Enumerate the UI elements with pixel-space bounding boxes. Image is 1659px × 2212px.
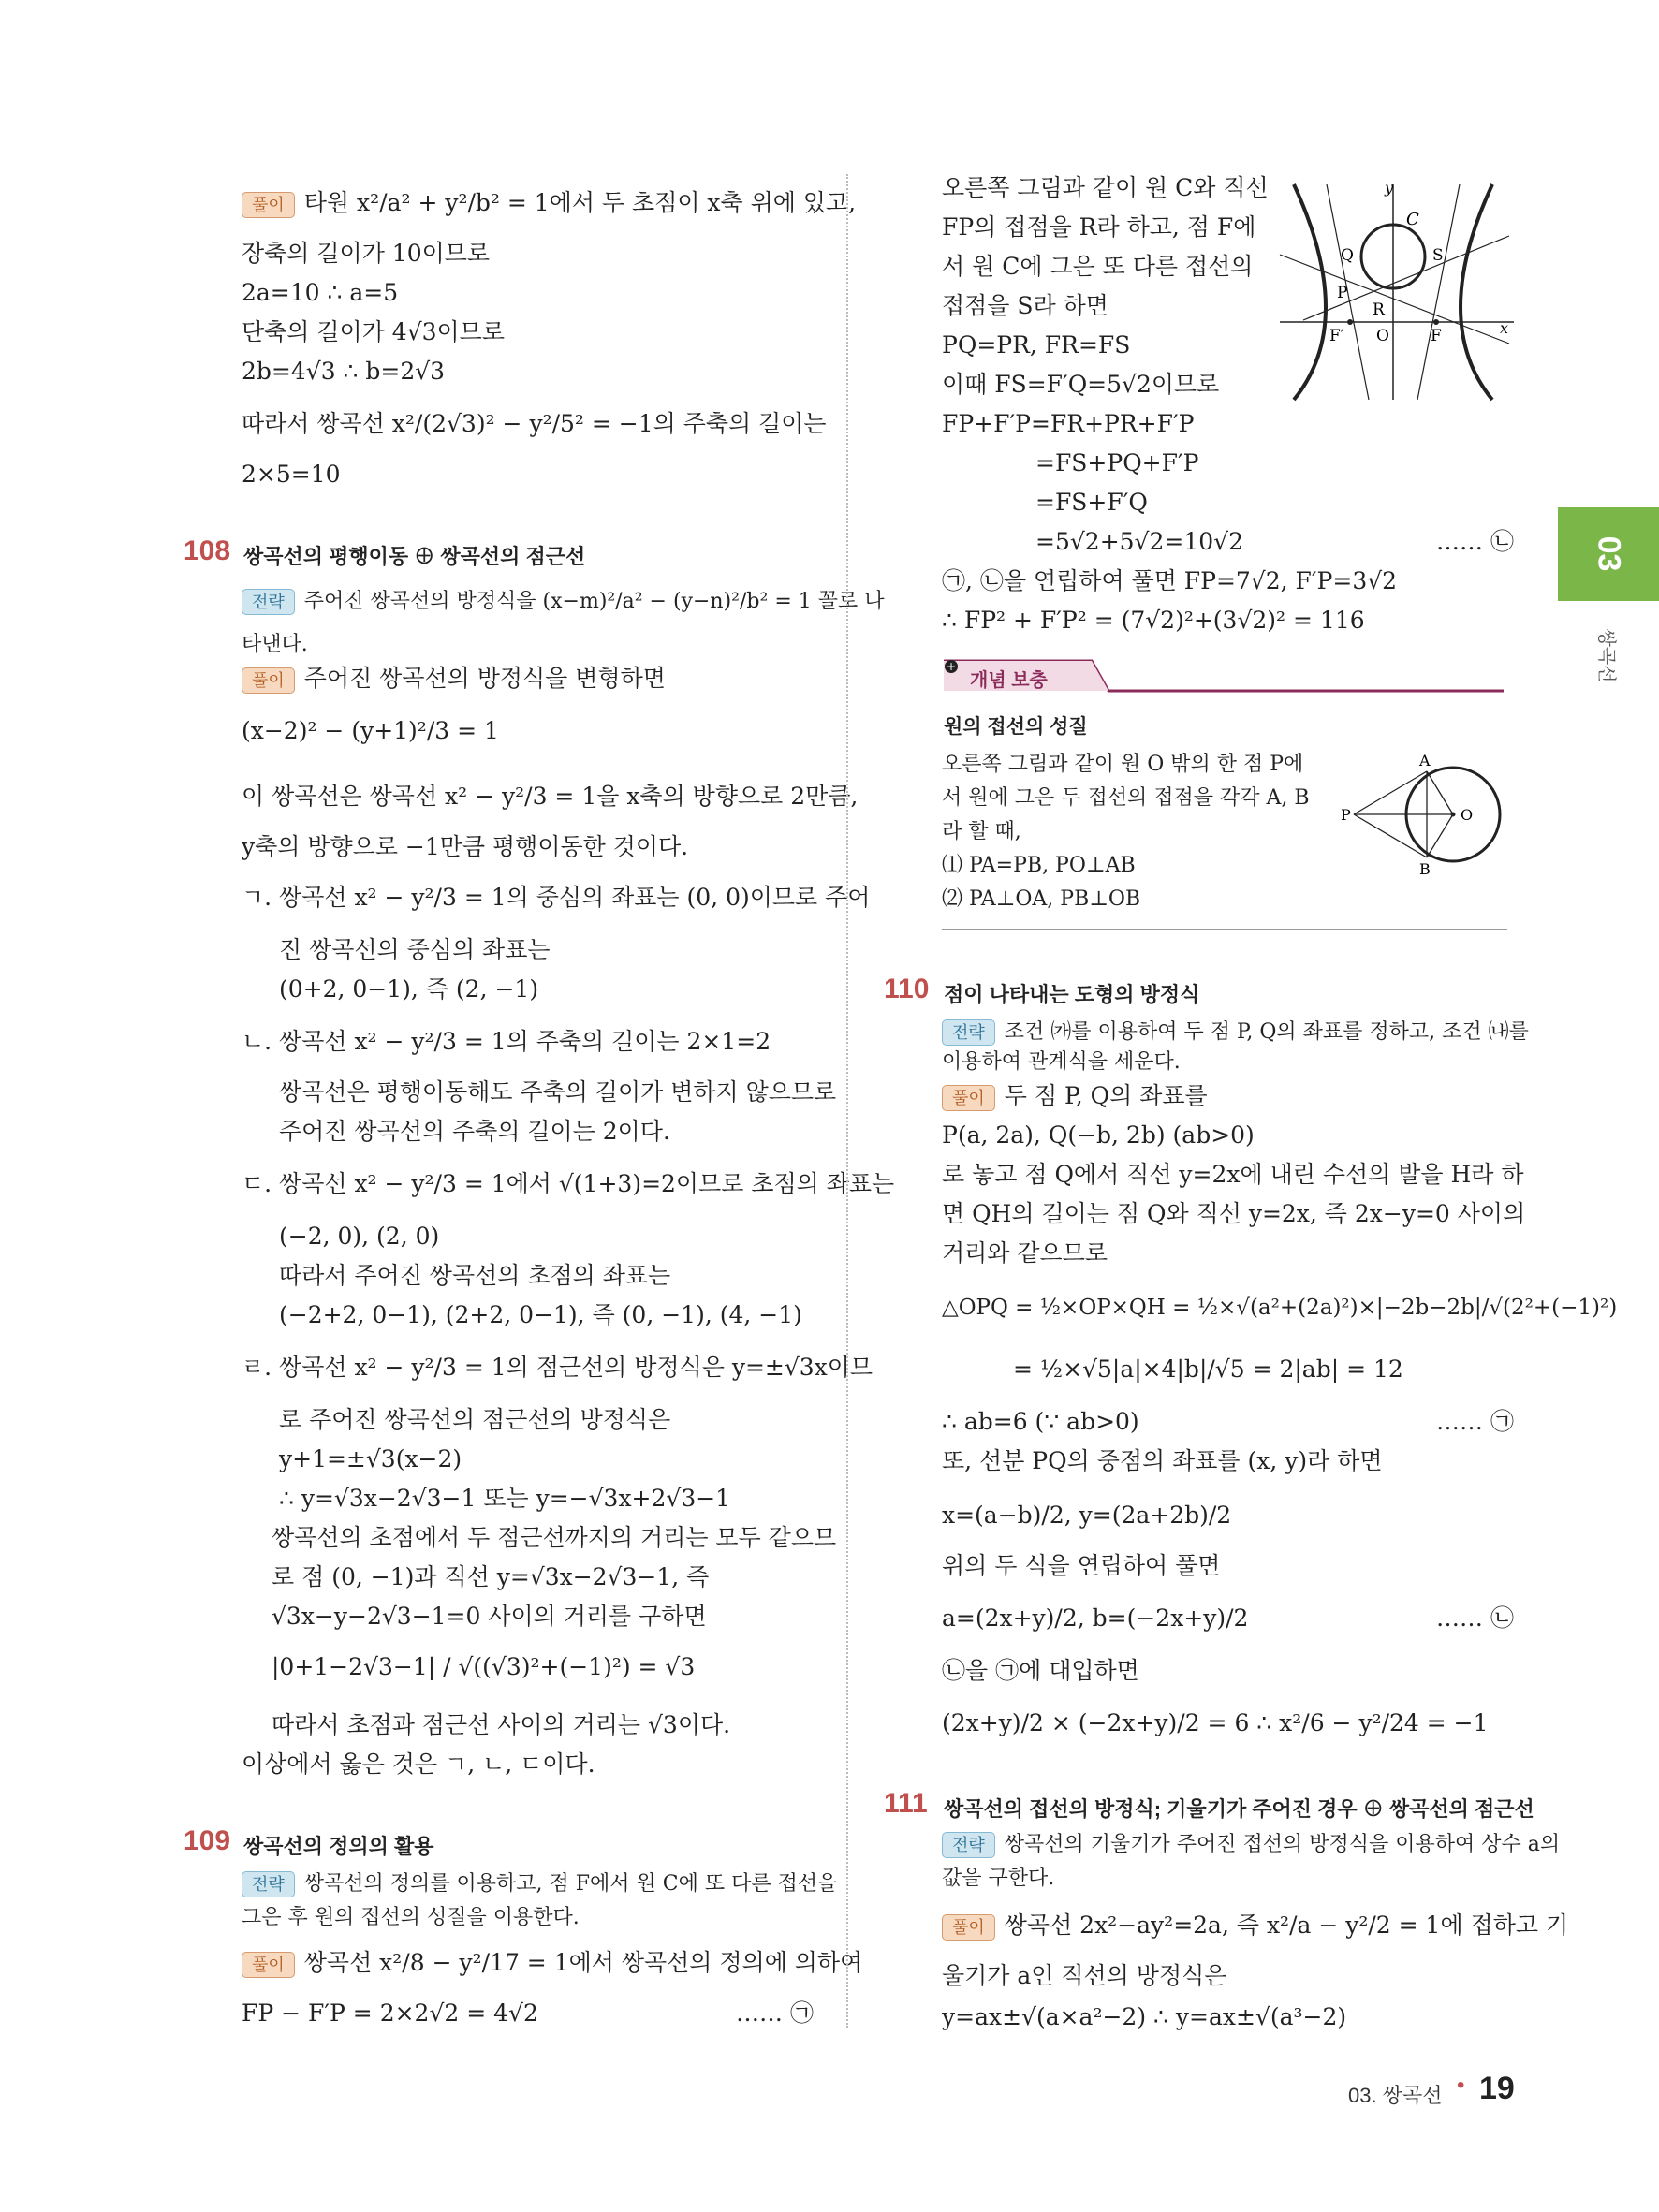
solution-108: 풀이 주어진 쌍곡선의 방정식을 변형하면 <box>242 663 666 695</box>
fig-label-F: F <box>1431 327 1442 345</box>
p110-line-5: = ½×√5|a|×4|b|/√5 = 2|ab| = 12 <box>1013 1355 1403 1383</box>
solution-109: 풀이 쌍곡선 x²/8 − y²/17 = 1에서 쌍곡선의 정의에 의하여 <box>242 1947 862 1979</box>
fig2-label-P: P <box>1341 806 1351 824</box>
strategy-111-cont: 값을 구한다. <box>942 1867 1055 1890</box>
right-line-11: ∴ FP² + F′P² = (7√2)²+(3√2)² = 116 <box>942 607 1365 634</box>
p110-line-0: P(a, 2a), Q(−b, 2b) (ab>0) <box>942 1121 1255 1149</box>
problem-title-108: 쌍곡선의 평행이동 ⊕ 쌍곡선의 점근선 <box>243 545 586 568</box>
p110-line-3: 거리와 같으므로 <box>942 1239 1108 1267</box>
p108-line-12: (−2+2, 0−1), (2+2, 0−1), 즉 (0, −1), (4, −1) <box>279 1301 802 1328</box>
strategy-110: 전략 조건 ㈎를 이용하여 두 점 P, Q의 좌표를 정하고, 조건 ㈏를 <box>942 1017 1529 1048</box>
solution-badge: 풀이 <box>242 1952 295 1978</box>
right-line-2: 서 원 C에 그은 또 다른 접선의 <box>942 253 1254 280</box>
fig-label-y: y <box>1385 180 1394 197</box>
p110-line-1: 로 놓고 점 Q에서 직선 y=2x에 내린 수선의 발을 H라 하 <box>942 1161 1524 1188</box>
concept-line-4: ⑵ PA⊥OA, PB⊥OB <box>942 887 1141 911</box>
p108-line-2: y축의 방향으로 −1만큼 평행이동한 것이다. <box>242 833 689 860</box>
left-intro-line-6: 2×5=10 <box>242 461 341 488</box>
p110-line-2: 면 QH의 길이는 점 Q와 직선 y=2x, 즉 2x−y=0 사이의 <box>942 1200 1526 1227</box>
p110-line-10: a=(2x+y)/2, b=(−2x+y)/2 <box>942 1604 1249 1632</box>
fig-label-C: C <box>1406 210 1419 229</box>
right-line-3: 접점을 S라 하면 <box>942 292 1108 319</box>
strategy-108-cont: 타낸다. <box>242 633 308 656</box>
concept-label: 개념 보충 <box>970 670 1048 691</box>
column-divider <box>846 174 848 2028</box>
p108-line-3: ㄱ. 쌍곡선 x² − y²/3 = 1의 중심의 좌표는 (0, 0)이므로 주어 <box>242 884 871 911</box>
footer-dot: • <box>1457 2073 1465 2098</box>
footer-chapter: 03. 쌍곡선 <box>1348 2084 1443 2107</box>
problem-number-111: 111 <box>884 1788 928 1819</box>
fig-label-Q: Q <box>1341 246 1354 265</box>
p108-line-13: ㄹ. 쌍곡선 x² − y²/3 = 1의 점근선의 방정식은 y=±√3x이므 <box>242 1354 874 1381</box>
concept-line-1: 서 원에 그은 두 접선의 접점을 각각 A, B <box>942 786 1310 810</box>
p108-line-9: ㄷ. 쌍곡선 x² − y²/3 = 1에서 √(1+3)=2이므로 초점의 좌표는 <box>242 1170 895 1197</box>
tangent-circle-figure <box>1333 749 1520 880</box>
left-intro-line-0: 풀이 타원 x²/a² + y²/b² = 1에서 두 초점이 x축 위에 있고, <box>242 187 856 219</box>
p109-last: FP − F′P = 2×2√2 = 4√2 <box>242 2000 538 2027</box>
fig-label-S: S <box>1432 246 1444 265</box>
p110-line-6: ∴ ab=6 (∵ ab>0) <box>942 1408 1139 1435</box>
p108-line-21: 따라서 초점과 점근선 사이의 거리는 √3이다. <box>272 1711 731 1738</box>
solution-badge: 풀이 <box>242 667 295 694</box>
problem-number-109: 109 <box>184 1825 231 1856</box>
problem-title-111: 쌍곡선의 접선의 방정식; 기울기가 주어진 경우 ⊕ 쌍곡선의 점근선 <box>944 1797 1534 1821</box>
fig-label-O: O <box>1376 327 1389 345</box>
solution-badge: 풀이 <box>942 1085 995 1111</box>
fig2-label-A: A <box>1419 752 1431 769</box>
solution-badge: 풀이 <box>942 1914 995 1941</box>
left-intro-line-5: 따라서 쌍곡선 x²/(2√3)² − y²/5² = −1의 주축의 길이는 <box>242 410 827 437</box>
p111-line-0: 울기가 a인 직선의 방정식은 <box>942 1962 1227 1989</box>
problem-title-109: 쌍곡선의 정의의 활용 <box>243 1835 434 1858</box>
chapter-side-tab-number: 03 <box>1591 535 1627 572</box>
page-number: 19 <box>1479 2071 1515 2106</box>
p108-line-10: (−2, 0), (2, 0) <box>279 1223 440 1250</box>
p108-line-17: 쌍곡선의 초점에서 두 점근선까지의 거리는 모두 같으므 <box>272 1524 837 1551</box>
left-intro-line-4: 2b=4√3 ∴ b=2√3 <box>242 358 446 385</box>
p110-mark-0: …… ㉠ <box>1436 1408 1514 1435</box>
p108-line-14: 로 주어진 쌍곡선의 점근선의 방정식은 <box>279 1406 671 1433</box>
p108-line-22: 이상에서 옳은 것은 ㄱ, ㄴ, ㄷ이다. <box>242 1751 595 1778</box>
strategy-badge: 전략 <box>942 1832 995 1858</box>
fig2-label-O: O <box>1461 806 1474 824</box>
right-line-4: PQ=PR, FR=FS <box>942 331 1131 359</box>
right-mark-2: …… ㉡ <box>1436 528 1514 555</box>
concept-line-2: 라 할 때, <box>942 820 1021 843</box>
hyperbola-circle-figure <box>1275 180 1520 404</box>
concept-box-header <box>942 659 1507 693</box>
concept-line-0: 오른쪽 그림과 같이 원 O 밖의 한 점 P에 <box>942 753 1304 776</box>
right-line-0: 오른쪽 그림과 같이 원 C와 직선 <box>942 174 1269 201</box>
p109-mark: …… ㉠ <box>736 2000 814 2027</box>
p108-line-18: 로 점 (0, −1)과 직선 y=√3x−2√3−1, 즉 <box>272 1563 710 1590</box>
right-line-1: FP의 접점을 R라 하고, 점 F에 <box>942 213 1256 241</box>
solution-badge: 풀이 <box>242 192 295 218</box>
right-line-5: 이때 FS=F′Q=5√2이므로 <box>942 371 1220 398</box>
svg-text:+: + <box>946 660 957 673</box>
right-line-9: =5√2+5√2=10√2 <box>1035 528 1243 555</box>
strategy-109-cont: 그은 후 원의 접선의 성질을 이용한다. <box>242 1906 580 1929</box>
strategy-109: 전략 쌍곡선의 정의를 이용하고, 점 F에서 원 C에 또 다른 접선을 <box>242 1868 837 1900</box>
p108-line-20: |0+1−2√3−1| / √((√3)²+(−1)²) = √3 <box>272 1653 696 1680</box>
p108-line-0: (x−2)² − (y+1)²/3 = 1 <box>242 717 499 744</box>
strategy-108: 전략 주어진 쌍곡선의 방정식을 (x−m)²/a² − (y−n)²/b² = 1 꼴로 나 <box>242 586 884 618</box>
fig-label-P: P <box>1337 284 1348 302</box>
concept-line-3: ⑴ PA=PB, PO⊥AB <box>942 854 1136 877</box>
fig-label-F-prime: F′ <box>1329 327 1344 345</box>
p110-line-8: x=(a−b)/2, y=(2a+2b)/2 <box>942 1502 1232 1529</box>
p108-line-8: 주어진 쌍곡선의 주축의 길이는 2이다. <box>279 1118 670 1145</box>
p110-line-11: ㉡을 ㉠에 대입하면 <box>942 1657 1139 1684</box>
left-intro-line-2: 2a=10 ∴ a=5 <box>242 279 399 306</box>
p108-line-16: ∴ y=√3x−2√3−1 또는 y=−√3x+2√3−1 <box>279 1485 731 1512</box>
concept-title: 원의 접선의 성질 <box>944 716 1088 738</box>
left-intro-line-3: 단축의 길이가 4√3이므로 <box>242 318 505 345</box>
p108-line-11: 따라서 주어진 쌍곡선의 초점의 좌표는 <box>279 1262 671 1289</box>
strategy-110-cont: 이용하여 관계식을 세운다. <box>942 1050 1181 1074</box>
strategy-badge: 전략 <box>942 1019 995 1046</box>
fig2-label-B: B <box>1419 860 1431 878</box>
problem-number-110: 110 <box>884 974 930 1004</box>
fig-label-R: R <box>1373 300 1385 319</box>
p108-line-1: 이 쌍곡선은 쌍곡선 x² − y²/3 = 1을 x축의 방향으로 2만큼, <box>242 783 859 810</box>
solution-111: 풀이 쌍곡선 2x²−ay²=2a, 즉 x²/a − y²/2 = 1에 접하고 기 <box>942 1910 1568 1941</box>
p108-line-5: (0+2, 0−1), 즉 (2, −1) <box>279 975 539 1003</box>
solution-110: 풀이 두 점 P, Q의 좌표를 <box>942 1080 1208 1112</box>
fig-label-x: x <box>1500 319 1509 337</box>
p110-line-4: △OPQ = ½×OP×QH = ½×√(a²+(2a)²)×|−2b−2b|/√(2²+(−1)²) <box>942 1296 1618 1320</box>
left-intro-line-1: 장축의 길이가 10이므로 <box>242 240 491 267</box>
p108-line-15: y+1=±√3(x−2) <box>279 1445 462 1472</box>
strategy-badge: 전략 <box>242 1871 295 1897</box>
p108-line-19: √3x−y−2√3−1=0 사이의 거리를 구하면 <box>272 1603 707 1630</box>
right-line-10: ㉠, ㉡을 연립하여 풀면 FP=7√2, F′P=3√2 <box>942 567 1398 594</box>
p111-line-1: y=ax±√(a×a²−2) ∴ y=ax±√(a³−2) <box>942 2003 1347 2030</box>
problem-number-108: 108 <box>184 535 231 566</box>
right-line-6: FP+F′P=FR+PR+F′P <box>942 410 1195 437</box>
concept-bottom-rule <box>942 929 1507 930</box>
strategy-badge: 전략 <box>242 589 295 615</box>
problem-title-110: 점이 나타내는 도형의 방정식 <box>944 983 1200 1006</box>
right-line-7: =FS+PQ+F′P <box>1035 449 1199 476</box>
p110-line-7: 또, 선분 PQ의 중점의 좌표를 (x, y)라 하면 <box>942 1447 1383 1474</box>
p108-line-7: 쌍곡선은 평행이동해도 주축의 길이가 변하지 않으므로 <box>279 1078 837 1106</box>
p110-mark-1: …… ㉡ <box>1436 1604 1514 1632</box>
p108-line-6: ㄴ. 쌍곡선 x² − y²/3 = 1의 주축의 길이는 2×1=2 <box>242 1028 771 1055</box>
p108-line-4: 진 쌍곡선의 중심의 좌표는 <box>279 936 551 963</box>
chapter-side-tab-label: 쌍곡선 <box>1595 628 1617 683</box>
right-line-8: =FS+F′Q <box>1035 489 1148 516</box>
p110-line-9: 위의 두 식을 연립하여 풀면 <box>942 1552 1221 1579</box>
p110-line-12: (2x+y)/2 × (−2x+y)/2 = 6 ∴ x²/6 − y²/24 = −1 <box>942 1709 1489 1736</box>
strategy-111: 전략 쌍곡선의 기울기가 주어진 접선의 방정식을 이용하여 상수 a의 <box>942 1829 1560 1861</box>
